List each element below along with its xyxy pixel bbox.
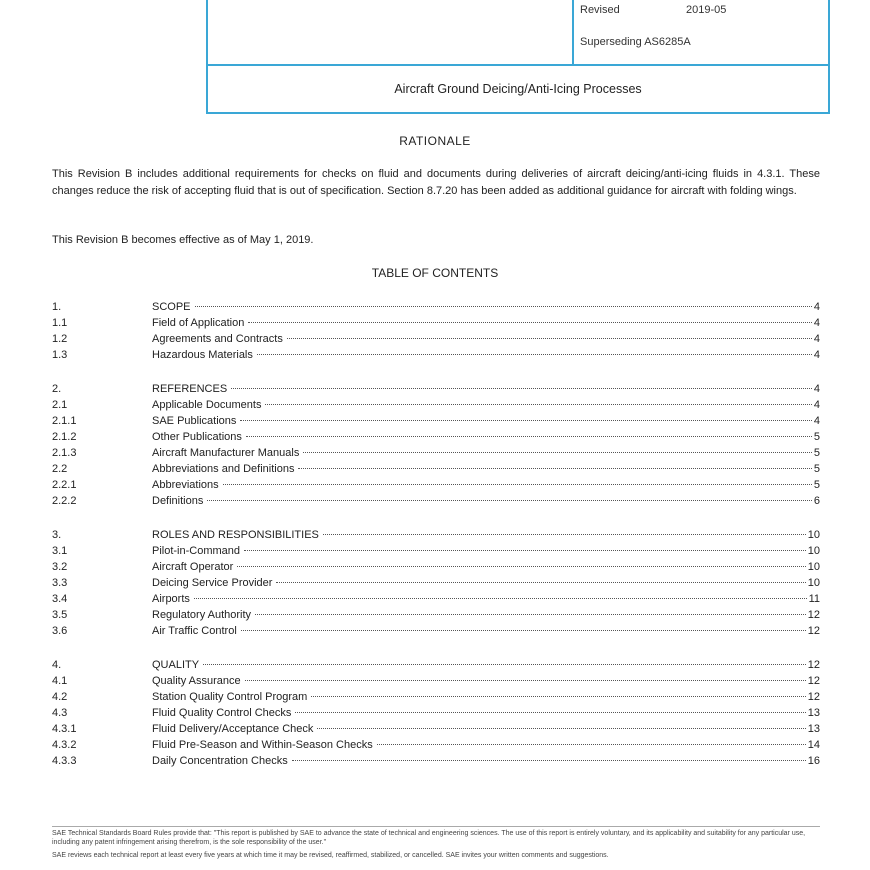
footer-notice-paragraph: SAE Technical Standards Board Rules provide that: "This report is published by SAE to advance the state of technical and engineering sciences. The use of this report is entirely voluntary, and its applicability and suitability for any particular use, including any patent infringement arising therefrom, is the sole responsibility of the user." [52,830,806,846]
toc-entry-number: 3.3 [52,577,68,589]
toc-entry[interactable] [52,331,820,347]
toc-entry-number: 1.1 [52,317,68,329]
toc-entry-page: 13 [807,723,820,735]
toc-entry-title: Airports [152,593,190,605]
toc-entry-title: Air Traffic Control [152,625,237,637]
toc-leader-dots [240,420,811,421]
toc-entry-number: 2.2.1 [52,479,77,491]
toc-entry-title: ROLES AND RESPONSIBILITIES [152,529,319,541]
toc-entry-number: 2.1.2 [52,431,77,443]
toc-entry-title: Regulatory Authority [152,609,252,621]
toc-entry-number: 2.2.2 [52,495,77,507]
toc-leader-dots [231,388,812,389]
toc-leader-dots [241,630,806,631]
toc-entry-title: Fluid Delivery/Acceptance Check [152,723,314,735]
toc-entry-title: Other Publications [152,431,242,443]
toc-entry-number: 3.5 [52,609,68,621]
toc-entry[interactable] [52,381,820,397]
toc-entry-number: 4.1 [52,675,68,687]
toc-entry-title: QUALITY [152,659,200,671]
toc-leader-dots [246,436,812,437]
toc-entry-title: Quality Assurance [152,675,241,687]
toc-entry[interactable] [52,543,820,559]
toc-leader-dots [323,534,806,535]
toc-entry-page: 4 [813,333,820,345]
toc-leader-dots [311,696,805,697]
toc-leader-dots [295,712,805,713]
toc-entry-page: 12 [807,609,820,621]
toc-entry-number: 3.2 [52,561,68,573]
toc-entry-number: 1.2 [52,333,68,345]
toc-entry[interactable] [52,575,820,591]
toc-leader-dots [255,614,806,615]
toc-entry-page: 12 [807,659,820,671]
toc-entry-number: 3.1 [52,545,68,557]
revised-value: 2019-05 [686,4,727,16]
toc-entry-number: 2. [52,383,62,395]
toc-entry[interactable] [52,429,820,445]
toc-entry-title: SAE Publications [152,415,237,427]
toc-entry[interactable] [52,397,820,413]
toc-entry-title: Fluid Quality Control Checks [152,707,292,719]
toc-entry[interactable] [52,461,820,477]
toc-leader-dots [298,468,811,469]
toc-entry-page: 12 [807,625,820,637]
toc-entry-page: 13 [807,707,820,719]
toc-leader-dots [207,500,812,501]
toc-entry-title: REFERENCES [152,383,228,395]
toc-entry[interactable] [52,477,820,493]
toc-entry[interactable] [52,673,820,689]
toc-entry-number: 3.4 [52,593,68,605]
toc-entry-page: 10 [807,561,820,573]
toc-entry-title: Definitions [152,495,204,507]
toc-entry-page: 4 [813,399,820,411]
toc-entry-page: 10 [807,545,820,557]
toc-heading: TABLE OF CONTENTS [371,266,499,280]
toc-entry-title: Station Quality Control Program [152,691,308,703]
toc-leader-dots [194,598,807,599]
toc-entry[interactable] [52,705,820,721]
toc-entry-number: 2.2 [52,463,68,475]
toc-entry[interactable] [52,493,820,509]
toc-entry-number: 4.3.1 [52,723,77,735]
toc-entry[interactable] [52,657,820,673]
toc-entry-title: Hazardous Materials [152,349,253,361]
toc-entry[interactable] [52,623,820,639]
toc-entry-page: 4 [813,349,820,361]
toc-leader-dots [245,680,806,681]
toc-entry-title: Agreements and Contracts [152,333,283,345]
toc-entry-number: 4.3.3 [52,755,77,767]
rationale-effective-date: This Revision B becomes effective as of May 1, 2019. [52,234,314,246]
toc-leader-dots [248,322,812,323]
toc-entry[interactable] [52,299,820,315]
toc-entry-number: 4. [52,659,62,671]
toc-leader-dots [292,760,806,761]
toc-entry-page: 14 [807,739,820,751]
toc-entry-number: 4.2 [52,691,68,703]
toc-entry[interactable] [52,721,820,737]
toc-entry-title: Fluid Pre-Season and Within-Season Checks [152,739,373,751]
revised-label: Revised [580,4,620,16]
toc-leader-dots [237,566,805,567]
toc-entry-number: 2.1.3 [52,447,77,459]
toc-entry-title: Abbreviations and Definitions [152,463,295,475]
footer-review-paragraph: SAE reviews each technical report at least every five years at which time it may be revised, reaffirmed, stabilized, or cancelled. SAE invites your written comments and suggestions. [52,852,609,859]
toc-entry-title: Field of Application [152,317,245,329]
toc-entry-title: Pilot-in-Command [152,545,241,557]
toc-entry[interactable] [52,559,820,575]
toc-leader-dots [317,728,805,729]
toc-entry-title: Applicable Documents [152,399,262,411]
toc-leader-dots [377,744,806,745]
toc-entry-page: 4 [813,415,820,427]
toc-entry[interactable] [52,445,820,461]
toc-entry-number: 2.1.1 [52,415,77,427]
rationale-paragraph: This Revision B includes additional requirements for checks on fluid and documents during deliveries of aircraft deicing/anti-icing fluids in 4.3.1. These changes reduce the risk of accepting fluid that is out of specification. Section 8.7.20 has been added as additional guidance for aircraft with folding wings. [52,168,820,197]
toc-leader-dots [265,404,811,405]
document-header-box [206,0,830,114]
toc-entry-number: 4.3 [52,707,68,719]
toc-entry-page: 4 [813,383,820,395]
toc-entry-page: 10 [807,577,820,589]
toc-entry-title: Daily Concentration Checks [152,755,288,767]
toc-entry[interactable] [52,591,820,607]
toc-entry-page: 5 [813,447,820,459]
toc-entry[interactable] [52,347,820,363]
toc-entry[interactable] [52,315,820,331]
toc-entry-page: 16 [807,755,820,767]
header-vertical-divider [572,0,574,66]
document-title: Aircraft Ground Deicing/Anti-Icing Processes [394,82,642,96]
toc-entry[interactable] [52,737,820,753]
toc-leader-dots [303,452,812,453]
toc-entry-page: 5 [813,431,820,443]
toc-entry-page: 11 [808,593,820,605]
toc-leader-dots [287,338,812,339]
toc-entry-title: Abbreviations [152,479,219,491]
toc-entry-number: 1. [52,301,62,313]
toc-entry-number: 1.3 [52,349,68,361]
toc-entry[interactable] [52,689,820,705]
toc-entry-number: 3.6 [52,625,68,637]
toc-entry-number: 2.1 [52,399,68,411]
toc-leader-dots [195,306,812,307]
toc-entry[interactable] [52,607,820,623]
toc-entry[interactable] [52,753,820,769]
toc-leader-dots [257,354,812,355]
toc-entry-page: 5 [813,463,820,475]
toc-leader-dots [223,484,812,485]
toc-leader-dots [203,664,806,665]
toc-entry-page: 12 [807,691,820,703]
header-horizontal-divider [208,64,828,66]
toc-entry-page: 4 [813,317,820,329]
toc-entry-page: 10 [807,529,820,541]
toc-entry-number: 4.3.2 [52,739,77,751]
toc-entry-title: SCOPE [152,301,191,313]
toc-entry-title: Deicing Service Provider [152,577,273,589]
toc-entry[interactable] [52,527,820,543]
toc-entry[interactable] [52,413,820,429]
toc-entry-number: 3. [52,529,62,541]
toc-entry-page: 12 [807,675,820,687]
toc-entry-page: 5 [813,479,820,491]
toc-leader-dots [244,550,806,551]
footer-divider [52,826,820,827]
superseding-label: Superseding AS6285A [580,36,691,48]
toc-leader-dots [276,582,805,583]
toc-entry-title: Aircraft Manufacturer Manuals [152,447,300,459]
toc-entry-page: 6 [813,495,820,507]
toc-entry-page: 4 [813,301,820,313]
rationale-heading: RATIONALE [399,134,471,148]
toc-entry-title: Aircraft Operator [152,561,234,573]
